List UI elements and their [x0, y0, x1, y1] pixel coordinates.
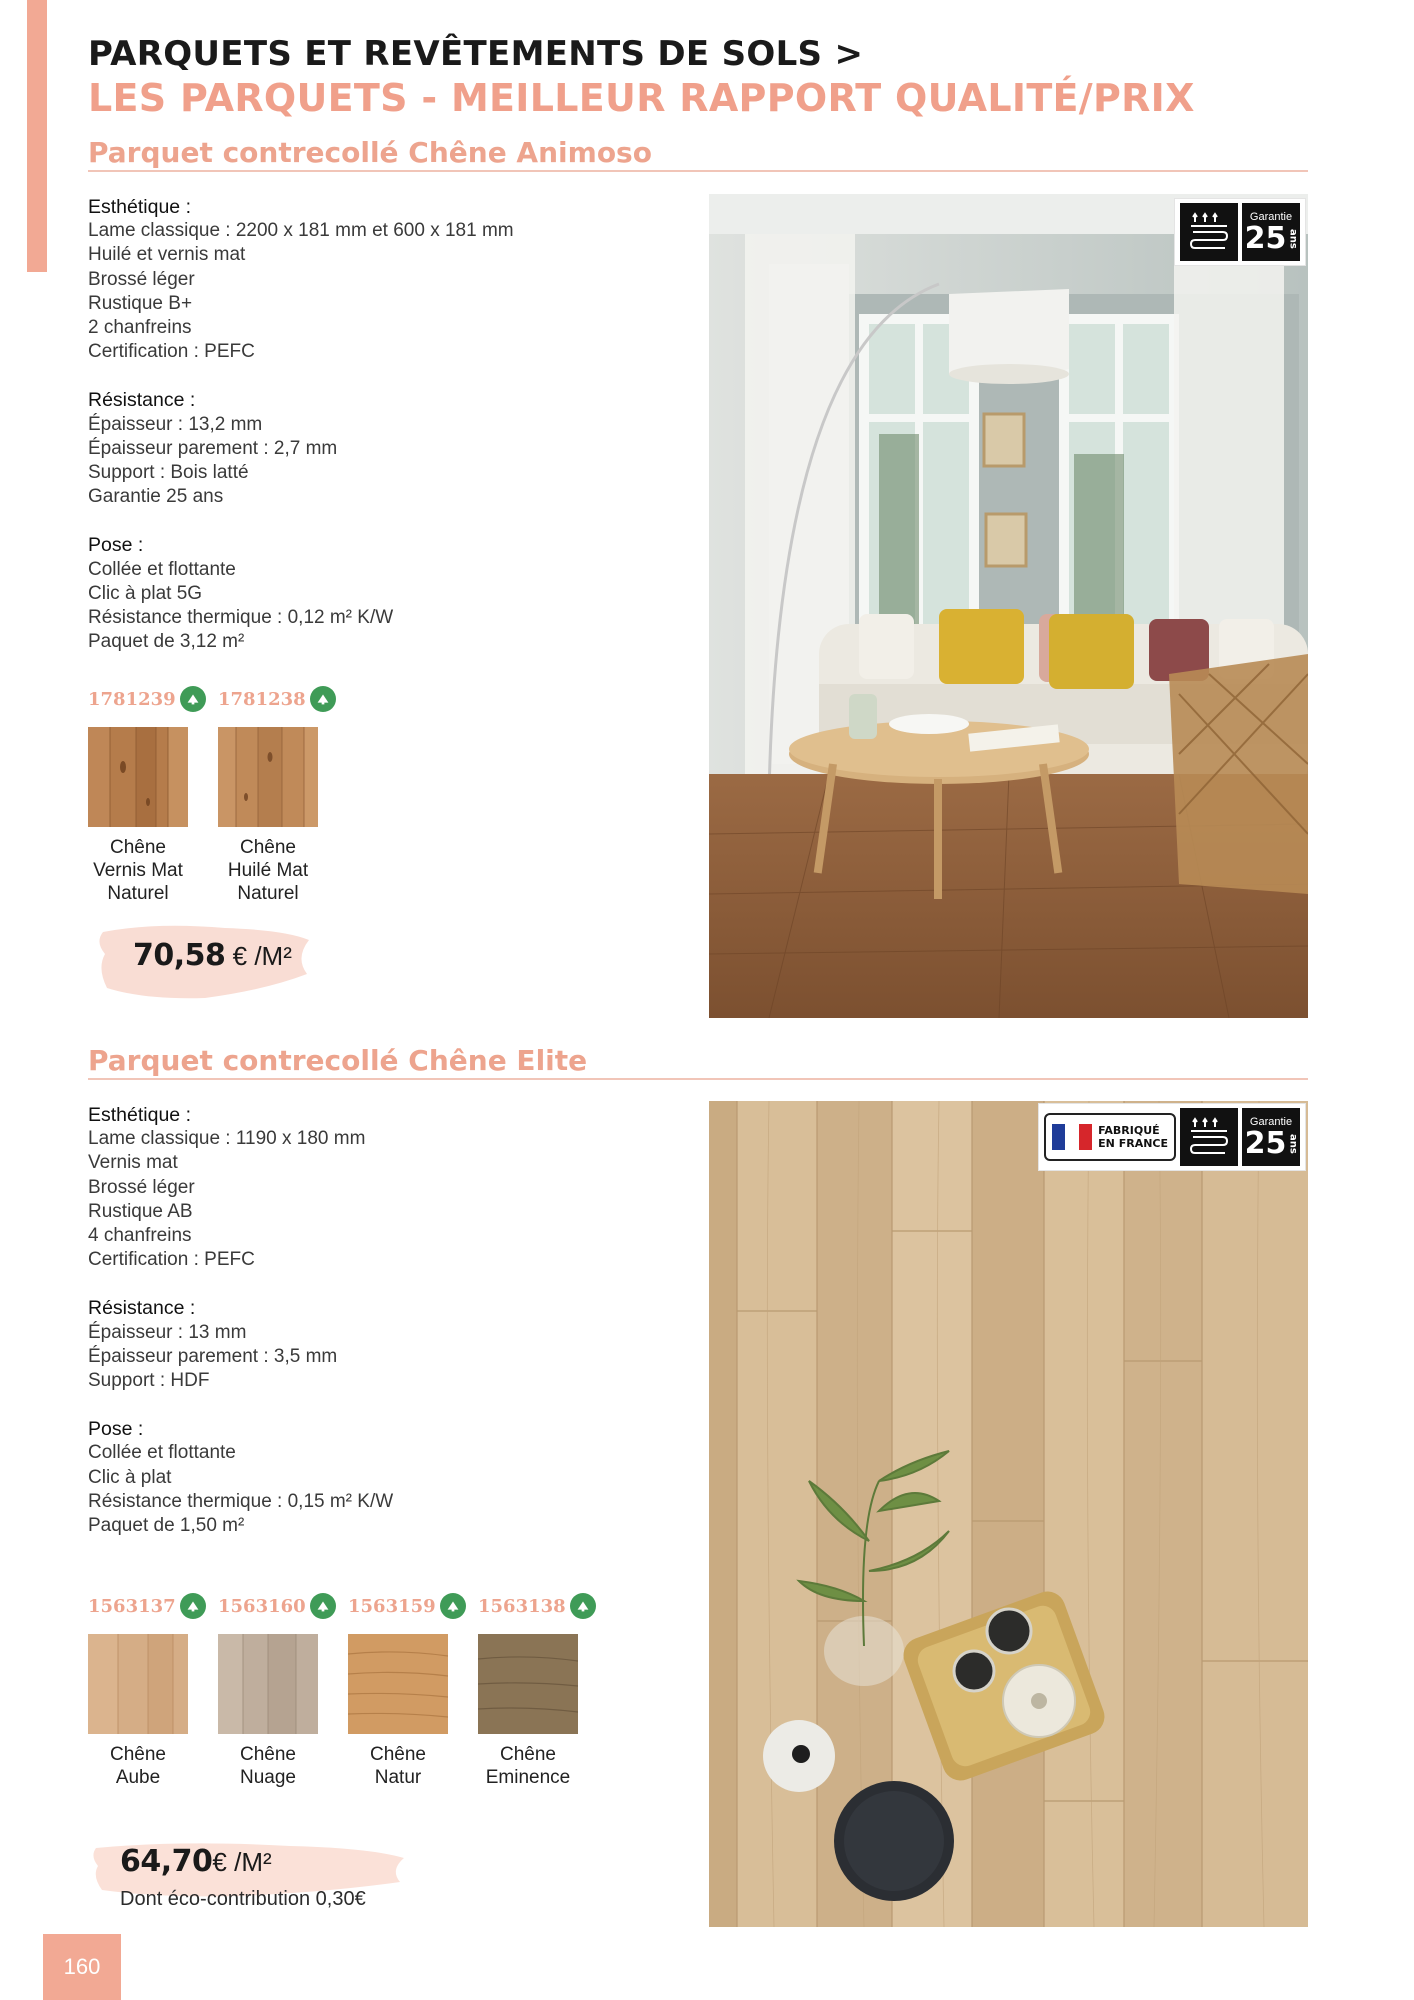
wood-swatch — [88, 1634, 188, 1734]
spec-line: Certification : PEFC — [88, 341, 255, 363]
swatch-label — [218, 836, 318, 905]
price-unit: € /M² — [232, 941, 292, 971]
spec-heading: Esthétique : — [88, 1104, 191, 1126]
underfloor-heating-icon — [1180, 1108, 1238, 1166]
swatch-label — [88, 836, 188, 905]
wood-swatch — [218, 727, 318, 827]
accent-bar — [27, 0, 47, 272]
swatch-label-line: Huilé Mat — [227, 860, 309, 881]
swatch-label-line: Chêne — [240, 837, 296, 858]
underfloor-heating-icon — [1180, 203, 1238, 261]
swatch-label-line: Chêne — [500, 1744, 556, 1765]
swatch-label — [88, 1743, 188, 1789]
spec-line: Résistance thermique : 0,15 m² K/W — [88, 1490, 394, 1512]
price-label — [133, 938, 292, 973]
guarantee-badge — [1242, 203, 1300, 261]
spec-group-esthetique — [88, 1103, 648, 1272]
eco-contribution-note: Dont éco-contribution 0,30€ — [120, 1888, 366, 1910]
spec-line: Paquet de 1,50 m² — [88, 1515, 245, 1537]
living-room-image — [709, 194, 1308, 1018]
made-in-france-text — [1098, 1124, 1168, 1150]
product-code-text: 1563160 — [218, 1595, 306, 1617]
spec-line: Huilé et vernis mat — [88, 244, 246, 266]
france-flag-icon — [1052, 1124, 1092, 1150]
product-code — [218, 1593, 348, 1619]
guarantee-badge — [1242, 1108, 1300, 1166]
spec-line: Brossé léger — [88, 268, 195, 290]
spec-line: Rustique AB — [88, 1200, 193, 1222]
eco-label-icon — [310, 1593, 336, 1619]
spec-group-pose — [88, 1417, 648, 1538]
product-photo-wood-floor — [709, 1101, 1308, 1927]
product-title-elite: Parquet contrecollé Chêne Elite — [88, 1044, 588, 1077]
eco-label-icon — [310, 686, 336, 712]
swatch-label-line: Aube — [115, 1767, 161, 1788]
product-code — [88, 686, 218, 712]
spec-line: Rustique B+ — [88, 292, 193, 314]
spec-line: Épaisseur parement : 2,7 mm — [88, 437, 338, 459]
price-tag-elite — [90, 1836, 410, 1926]
wood-swatch — [218, 1634, 318, 1734]
swatch-label-line: Chêne — [110, 1744, 166, 1765]
spec-heading: Résistance : — [88, 389, 196, 412]
product-code-text: 1563159 — [348, 1595, 436, 1617]
guarantee-label: Garantie — [1249, 1115, 1293, 1128]
spec-line: Épaisseur : 13,2 mm — [88, 413, 263, 435]
guarantee-unit: ans — [1287, 1133, 1299, 1154]
spec-block-animoso — [88, 195, 648, 678]
product-codes-animoso — [88, 686, 348, 712]
spec-line: Paquet de 3,12 m² — [88, 631, 245, 653]
feature-badges-animoso — [1174, 198, 1306, 266]
subcategory-heading: LES PARQUETS - MEILLEUR RAPPORT QUALITÉ/PRIX — [88, 76, 1195, 120]
spec-line: 4 chanfreins — [88, 1225, 192, 1247]
spec-line: 2 chanfreins — [88, 317, 192, 339]
guarantee-years-number: 25 — [1244, 1125, 1287, 1161]
spec-line: Épaisseur parement : 3,5 mm — [88, 1345, 338, 1367]
swatch-item[interactable] — [88, 727, 218, 905]
swatch-label-line: Chêne — [240, 1744, 296, 1765]
swatch-label-line: Nuage — [240, 1767, 296, 1788]
section-divider — [88, 1078, 1308, 1080]
swatch-label-line: Natur — [374, 1767, 422, 1788]
spec-line: Garantie 25 ans — [88, 486, 224, 508]
spec-line: Lame classique : 2200 x 181 mm et 600 x 181 mm — [88, 220, 514, 242]
swatch-label-line: Naturel — [237, 883, 299, 904]
price-value: 70,58 — [133, 938, 226, 973]
made-in-france-line: EN FRANCE — [1098, 1137, 1168, 1150]
swatch-item[interactable] — [348, 1634, 478, 1789]
spec-line: Support : Bois latté — [88, 462, 249, 484]
product-code-text: 1563137 — [88, 1595, 176, 1617]
spec-heading: Résistance : — [88, 1297, 196, 1320]
swatch-item[interactable] — [218, 727, 348, 905]
swatch-label — [478, 1743, 578, 1789]
guarantee-years — [1244, 220, 1299, 256]
price-value: 64,70 — [120, 1844, 213, 1879]
product-code-text: 1781239 — [88, 688, 176, 710]
section-divider — [88, 170, 1308, 172]
product-codes-elite — [88, 1593, 608, 1619]
product-code-text: 1781238 — [218, 688, 306, 710]
eco-label-icon — [180, 1593, 206, 1619]
guarantee-years-number: 25 — [1244, 220, 1287, 256]
product-photo-living-room — [709, 194, 1308, 1018]
wood-swatch — [88, 727, 188, 827]
spec-heading: Pose : — [88, 1418, 144, 1441]
spec-heading: Pose : — [88, 534, 144, 557]
spec-block-elite — [88, 1103, 648, 1562]
eco-label-icon — [180, 686, 206, 712]
spec-line: Collée et flottante — [88, 558, 236, 580]
spec-line: Collée et flottante — [88, 1442, 236, 1464]
wood-floor-image — [709, 1101, 1308, 1927]
swatch-label-line: Naturel — [107, 883, 169, 904]
product-code — [348, 1593, 478, 1619]
swatches-animoso — [88, 727, 348, 905]
swatch-item[interactable] — [218, 1634, 348, 1789]
price-label — [120, 1844, 272, 1879]
spec-group-resistance — [88, 388, 648, 509]
spec-line: Clic à plat — [88, 1466, 172, 1488]
spec-line: Résistance thermique : 0,12 m² K/W — [88, 607, 394, 629]
made-in-france-badge — [1044, 1113, 1176, 1161]
spec-group-resistance — [88, 1296, 648, 1393]
spec-group-pose — [88, 533, 648, 654]
feature-badges-elite — [1038, 1103, 1306, 1171]
spec-line: Certification : PEFC — [88, 1249, 255, 1271]
spec-group-esthetique — [88, 195, 648, 364]
swatch-label-line: Chêne — [110, 837, 166, 858]
spec-line: Vernis mat — [88, 1152, 178, 1174]
product-code-text: 1563138 — [478, 1595, 566, 1617]
category-heading: PARQUETS ET REVÊTEMENTS DE SOLS > — [88, 34, 864, 74]
guarantee-unit: ans — [1287, 228, 1299, 249]
product-code — [478, 1593, 608, 1619]
eco-label-icon — [570, 1593, 596, 1619]
page-number: 160 — [43, 1934, 121, 2000]
swatch-label-line: Eminence — [485, 1767, 571, 1788]
product-title-animoso: Parquet contrecollé Chêne Animoso — [88, 136, 652, 169]
swatch-label — [348, 1743, 448, 1789]
swatch-item[interactable] — [88, 1634, 218, 1789]
swatches-elite — [88, 1634, 608, 1789]
spec-line: Lame classique : 1190 x 180 mm — [88, 1128, 366, 1150]
spec-heading: Esthétique : — [88, 196, 191, 218]
spec-line: Épaisseur : 13 mm — [88, 1321, 247, 1343]
product-code — [88, 1593, 218, 1619]
price-unit: € /M² — [212, 1847, 272, 1877]
wood-swatch — [478, 1634, 578, 1734]
spec-line: Support : HDF — [88, 1370, 210, 1392]
swatch-item[interactable] — [478, 1634, 608, 1789]
guarantee-label: Garantie — [1249, 210, 1293, 223]
guarantee-years — [1244, 1125, 1299, 1161]
spec-line: Brossé léger — [88, 1176, 195, 1198]
made-in-france-line: FABRIQUÉ — [1098, 1124, 1160, 1137]
swatch-label — [218, 1743, 318, 1789]
price-tag-animoso — [95, 918, 315, 1004]
wood-swatch — [348, 1634, 448, 1734]
eco-label-icon — [440, 1593, 466, 1619]
swatch-label-line: Chêne — [370, 1744, 426, 1765]
spec-line: Clic à plat 5G — [88, 582, 203, 604]
product-code — [218, 686, 348, 712]
swatch-label-line: Vernis Mat — [93, 860, 183, 881]
